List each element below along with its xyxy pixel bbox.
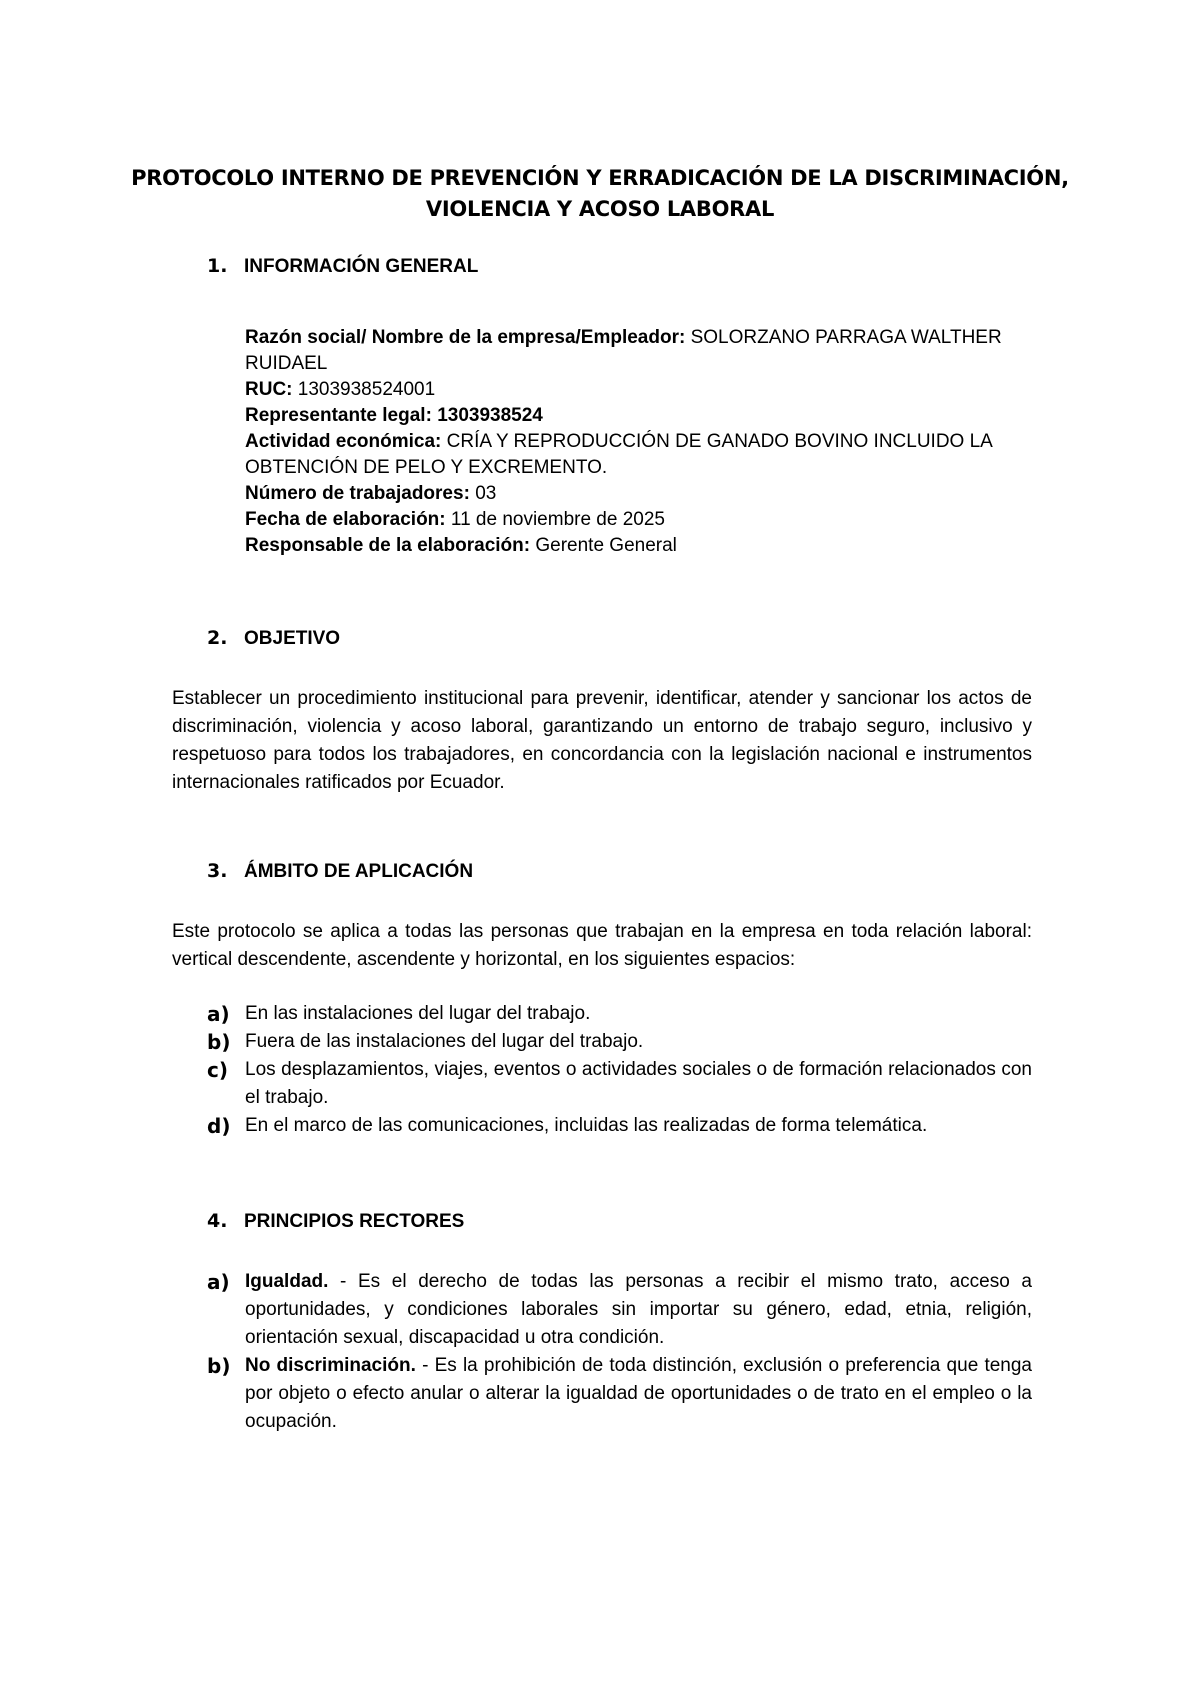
scope-paragraph: Este protocolo se aplica a todas las personas que trabajan en la empresa en toda relación laboral: vertical descendente, ascendente y horizontal, en los siguientes espacios:: [172, 921, 1032, 970]
info-row-legal-rep: [245, 403, 1045, 429]
section-4-number: 4.: [207, 1210, 228, 1232]
list-item: [207, 1000, 1032, 1028]
section-2-title: OBJETIVO: [244, 628, 341, 649]
list-item: [207, 1028, 1032, 1056]
section-1-number: 1.: [207, 255, 228, 277]
section-1-heading: [207, 255, 478, 278]
info-value: 1303938524: [437, 405, 543, 426]
info-label: Razón social/ Nombre de la empresa/Empleador:: [245, 327, 686, 348]
info-value: 1303938524001: [297, 379, 436, 400]
info-row-ruc: [245, 377, 1045, 403]
list-item-text: En las instalaciones del lugar del trabajo.: [245, 1003, 591, 1024]
list-marker: b): [207, 1354, 231, 1378]
principles-list: [207, 1268, 1032, 1436]
info-row-responsible: [245, 533, 1045, 559]
general-info-block: [245, 325, 1045, 559]
info-label: Representante legal:: [245, 405, 432, 426]
list-item: [207, 1352, 1032, 1436]
principle-term: No discriminación.: [245, 1355, 416, 1376]
principle-text: - Es el derecho de todas las personas a recibir el mismo trato, acceso a oportunidades, y condiciones laborales sin importar su género, edad, etnia, religión, orientación sexual, discapacidad u otra condición.: [245, 1271, 1032, 1348]
section-2-number: 2.: [207, 627, 228, 649]
list-marker: a): [207, 1002, 230, 1026]
info-row-activity: [245, 429, 1045, 481]
info-value: 03: [475, 483, 497, 504]
info-value: CRÍA Y REPRODUCCIÓN DE GANADO BOVINO INCLUIDO LA OBTENCIÓN DE PELO Y EXCREMENTO.: [245, 431, 992, 478]
list-marker: b): [207, 1030, 231, 1054]
list-item-text: Fuera de las instalaciones del lugar del trabajo.: [245, 1031, 644, 1052]
info-row-company: [245, 325, 1045, 377]
list-item-text: En el marco de las comunicaciones, incluidas las realizadas de forma telemática.: [245, 1115, 928, 1136]
list-item: [207, 1268, 1032, 1352]
document-title-line2: VIOLENCIA Y ACOSO LABORAL: [425, 197, 775, 221]
section-1-title: INFORMACIÓN GENERAL: [244, 256, 479, 277]
list-marker: a): [207, 1270, 230, 1294]
list-marker: c): [207, 1058, 228, 1082]
section-3-number: 3.: [207, 860, 228, 882]
info-value: SOLORZANO PARRAGA WALTHER RUIDAEL: [245, 327, 1002, 374]
section-2-heading: [207, 627, 340, 650]
list-item: [207, 1112, 1032, 1140]
info-label: Responsable de la elaboración:: [245, 535, 531, 556]
principle-text: - Es la prohibición de toda distinción, exclusión o preferencia que tenga por objeto o efecto anular o alterar la igualdad de oportunidades o de trato en el empleo o la ocupación.: [245, 1355, 1032, 1432]
info-label: Número de trabajadores:: [245, 483, 470, 504]
info-label: Fecha de elaboración:: [245, 509, 446, 530]
list-item-text: Los desplazamientos, viajes, eventos o actividades sociales o de formación relacionados con el trabajo.: [245, 1059, 1032, 1108]
section-4-title: PRINCIPIOS RECTORES: [244, 1211, 465, 1232]
scope-list: [207, 1000, 1032, 1140]
info-row-date: [245, 507, 1045, 533]
info-value: 11 de noviembre de 2025: [450, 509, 665, 530]
section-4-heading: [207, 1210, 464, 1233]
info-label: RUC:: [245, 379, 293, 400]
principle-term: Igualdad.: [245, 1271, 329, 1292]
info-label: Actividad económica:: [245, 431, 442, 452]
info-value: Gerente General: [535, 535, 677, 556]
list-marker: d): [207, 1114, 231, 1138]
document-title-line1: PROTOCOLO INTERNO DE PREVENCIÓN Y ERRADICACIÓN DE LA DISCRIMINACIÓN,: [131, 166, 1069, 190]
info-row-workers: [245, 481, 1045, 507]
objective-paragraph: Establecer un procedimiento institucional para prevenir, identificar, atender y sancionar los actos de discriminación, violencia y acoso laboral, garantizando un entorno de trabajo seguro, inclusivo y respetuoso para todos los trabajadores, en concordancia con la legislación nacional e instrumentos internacionales ratificados por Ecuador.: [172, 688, 1032, 793]
list-item: [207, 1056, 1032, 1112]
section-3-title: ÁMBITO DE APLICACIÓN: [244, 861, 474, 882]
section-3-heading: [207, 860, 473, 883]
